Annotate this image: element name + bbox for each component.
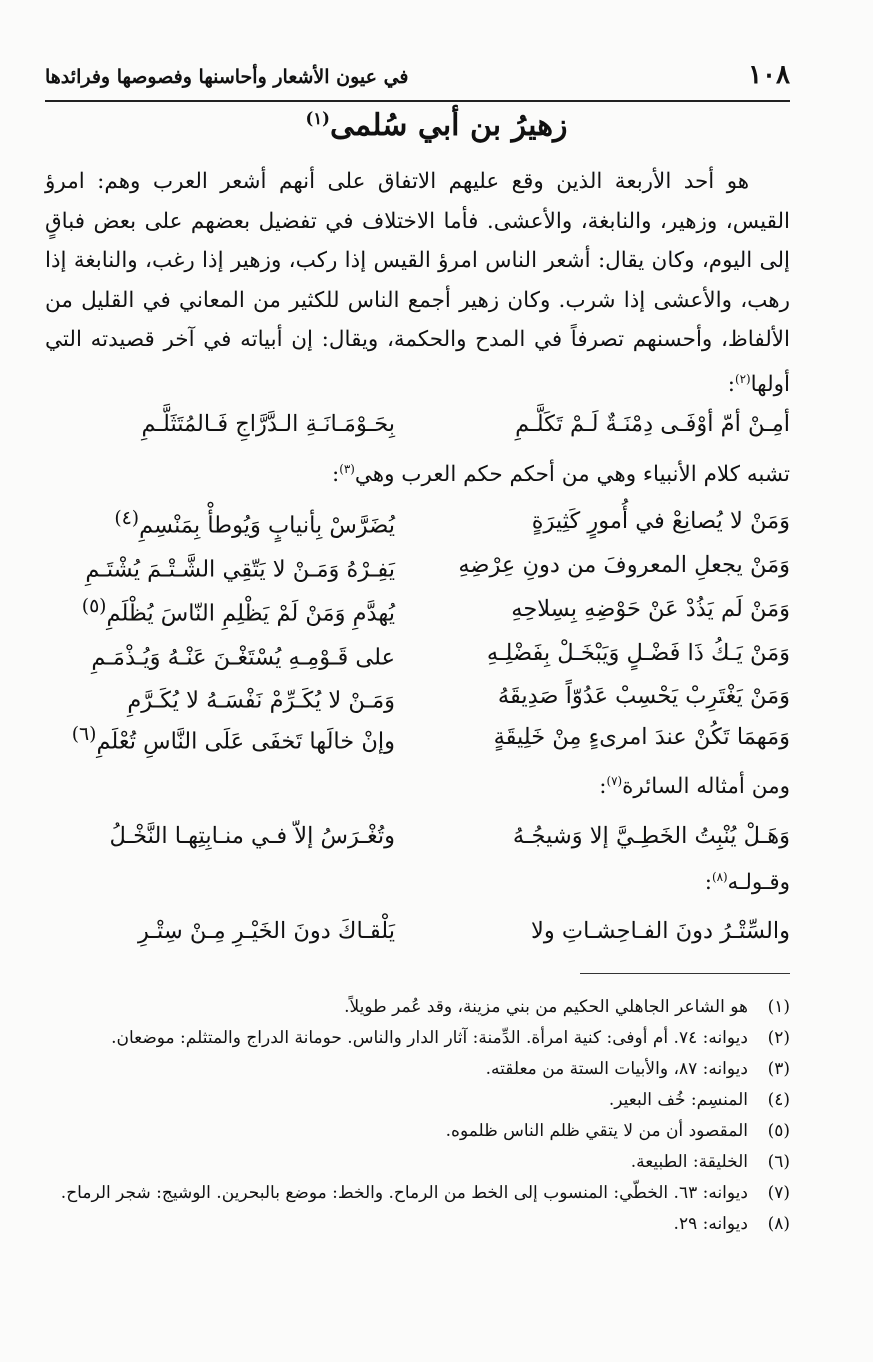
title-text: زهيرُ بن أبي سُلمى	[329, 108, 568, 143]
footnotes	[45, 992, 790, 1240]
hemistich-text: يُضَرَّسْ بِأنيابٍ وَيُوطأْ بِمَنْسِمِ	[139, 512, 395, 539]
verse-second-hemistich: وتُغْـرَسُ إلاّ فـي منـابِتِهـا النَّخْـلُ	[109, 823, 395, 849]
wisdom-intro-colon: :	[332, 462, 340, 488]
footnote-text: ديوانه: ٢٩.	[673, 1214, 748, 1234]
saying-intro	[45, 870, 790, 895]
wisdom-intro	[45, 462, 790, 487]
wisdom-verse	[45, 640, 790, 680]
verse-first-hemistich: وَهَـلْ يُنْبِتُ الخَطِـيَّ إلا وَشيجُـهُ	[512, 823, 790, 849]
saying-verse	[45, 918, 790, 958]
verse-second-hemistich	[105, 508, 395, 539]
section-title	[0, 108, 873, 143]
footnote	[45, 1054, 790, 1085]
footnote	[45, 1209, 790, 1240]
footnote-text: الخليقة: الطبيعة.	[630, 1152, 748, 1172]
footnote-ref: (٤)	[114, 508, 140, 529]
footnote-ref: (٢)	[735, 371, 751, 386]
page-number: ١٠٨	[748, 60, 790, 90]
verse-first-hemistich: وَمَنْ يجعلِ المعروفَ من دونِ عِرْضِهِ	[458, 552, 790, 578]
footnote-text: ديوانه: ٧٤. أم أوفى: كنية امرأة. الدِّمنة: آثار الدار والناس. حومانة الدراج والمتثلم: موضعان.	[111, 1028, 748, 1048]
verse-second-hemistich	[105, 683, 395, 714]
verse-first-hemistich: وَمَهمَا تَكُنْ عندَ امرىءٍ مِنْ خَلِيقَةٍ	[493, 724, 790, 750]
footnote-text: المنسِم: خُف البعير.	[608, 1090, 748, 1110]
wisdom-intro-text: تشبه كلام الأنبياء وهي من أحكم حكم العرب وهي	[354, 462, 790, 488]
hemistich-text: يُهدَّمِ وَمَنْ لَمْ يَظْلِمِ النّاسَ يُظْلَمِ	[106, 600, 395, 627]
intro-paragraph	[45, 162, 790, 404]
footnote	[45, 1116, 790, 1147]
footnote-ref: (٣)	[339, 462, 355, 476]
wisdom-verse	[45, 683, 790, 723]
wisdom-verse	[45, 552, 790, 592]
wisdom-verse	[45, 596, 790, 636]
verse-second-hemistich	[91, 640, 395, 671]
intro-colon: :	[727, 371, 736, 397]
footnote-number: (٧)	[767, 1183, 790, 1203]
footnote-number: (٨)	[767, 1214, 790, 1234]
proverb-verse	[45, 823, 790, 863]
verse-first-hemistich: أمِـنْ أمّ أوْفَـى دِمْنَـةٌ لَـمْ تَكَلَّـمِ	[515, 411, 790, 437]
footnote-text: المقصود أن من لا يتقي ظلم الناس ظلموه.	[445, 1121, 748, 1141]
footnote-text: ديوانه: ٨٧، والأبيات الستة من معلقته.	[485, 1059, 748, 1079]
footnote	[45, 992, 790, 1023]
verse-first-hemistich: وَمَنْ يَغْتَرِبْ يَحْسِبْ عَدُوّاً صَدِيقَهُ	[497, 683, 790, 709]
footnote-text: هو الشاعر الجاهلي الحكيم من بني مزينة، وقد عُمر طويلاً.	[344, 997, 748, 1017]
verse-second-hemistich: بِحَـوْمَـانَـةِ الـدَّرَّاجِ فَـالمُتَثَلَّـمِ	[141, 411, 395, 437]
proverbs-intro-text: ومن أمثاله السائرة	[622, 774, 790, 800]
footnote-number: (١)	[767, 997, 790, 1017]
footnote	[45, 1023, 790, 1054]
verse-first-hemistich: وَمَنْ لا يُصانِعْ في أُمورٍ كَثِيرَةٍ	[531, 508, 790, 534]
footnote-ref: (٨)	[711, 870, 728, 884]
footnote-number: (٤)	[767, 1090, 790, 1110]
proverbs-intro-colon: :	[599, 774, 607, 800]
running-title: في عيون الأشعار وأحاسنها وفصوصها وفرائدها	[45, 66, 409, 88]
verse-first-hemistich: وَمَنْ يَـكُ ذَا فَضْـلٍ وَيَبْخَـلْ بِفَضْلِـهِ	[486, 640, 790, 666]
footnote	[45, 1178, 790, 1209]
footnote-number: (٦)	[767, 1152, 790, 1172]
saying-intro-text: وقـولـه	[727, 870, 790, 896]
footnote-ref: (٥)	[81, 596, 107, 617]
opening-verse	[45, 411, 790, 451]
hemistich-text: على قَـوْمِـهِ يُسْتَغْـنَ عَنْـهُ وَيُـذْمَـمِ	[91, 644, 395, 671]
hemistich-text: وإنْ خالَها تَخفَى عَلَى النَّاسِ تُعْلَمِ	[96, 728, 395, 755]
verse-second-hemistich: يَلْقـاكَ دونَ الخَيْـرِ مِـنْ سِتْـرِ	[138, 918, 395, 944]
page-header	[45, 58, 790, 102]
footnote-number: (٣)	[767, 1059, 790, 1079]
verse-first-hemistich: والسِّتْـرُ دونَ الفـاحِشـاتِ ولا	[531, 918, 790, 944]
saying-intro-colon: :	[704, 870, 712, 896]
footnote-text: ديوانه: ٦٣. الخطّي: المنسوب إلى الخط من الرماح. والخط: موضع بالبحرين. الوشيج: شجر الرماح.	[60, 1183, 748, 1203]
hemistich-text: وَمَـنْ لا يُكَـرِّمْ نَفْسَـهُ لا يُكَـرَّمِ	[127, 687, 395, 714]
footnote-ref: (٦)	[71, 724, 97, 745]
footnote	[45, 1085, 790, 1116]
wisdom-verse	[45, 724, 790, 764]
intro-text: هو أحد الأربعة الذين وقع عليهم الاتفاق على أنهم أشعر العرب وهم: امرؤ القيس، وزهير، والنابغة، والأعشى. فأما الاختلاف في تفضيل بعضهم على بعض فباقٍ إلى اليوم، وكان يقال: أشعر الناس امرؤ القيس إذا ركب، وزهير إذا رغب، والنابغة إذا رهب، والأعشى إذا شرب. وكان زهير أجمع الناس للكثير من المعاني في القليل من الألفاظ، وأحسنهم تصرفاً في المدح والحكمة، ويقال: إن أبياته في آخر قصيدته التي أولها	[45, 169, 790, 397]
proverbs-intro	[45, 774, 790, 799]
footnote-divider	[580, 973, 790, 974]
wisdom-verse	[45, 508, 790, 548]
footnote	[45, 1147, 790, 1178]
footnote-number: (٥)	[767, 1121, 790, 1141]
footnote-ref: (٧)	[606, 774, 623, 788]
footnote-number: (٢)	[767, 1028, 790, 1048]
verse-second-hemistich	[81, 596, 395, 627]
verse-first-hemistich: وَمَنْ لَم يَذُدْ عَنْ حَوْضِهِ بِسِلاحِهِ	[511, 596, 790, 622]
hemistich-text: يَفِـرْهُ وَمَـنْ لا يَتّقِي الشَّـتْـمَ يُشْتَـمِ	[85, 556, 395, 583]
verse-second-hemistich	[85, 552, 395, 583]
verse-second-hemistich	[71, 724, 395, 755]
footnote-ref: (١)	[305, 109, 330, 128]
